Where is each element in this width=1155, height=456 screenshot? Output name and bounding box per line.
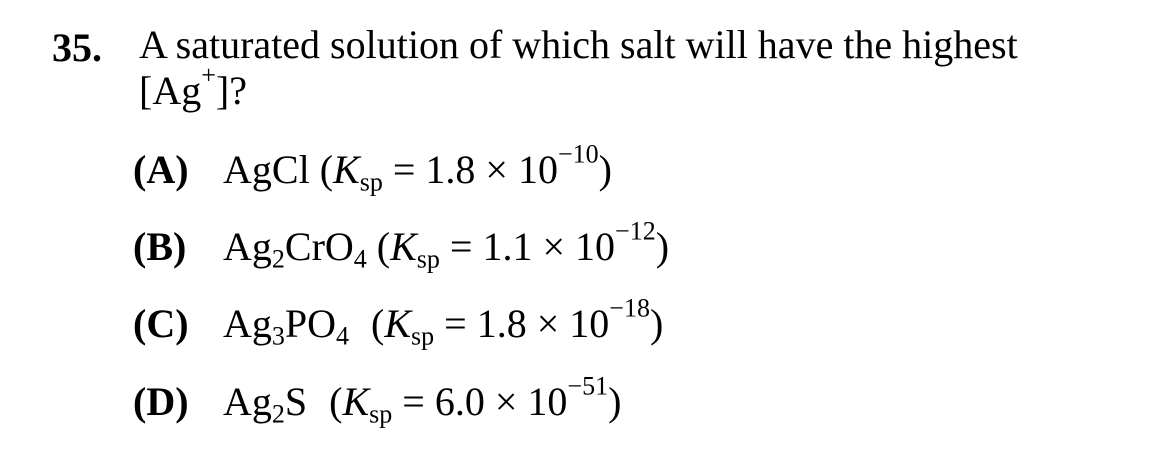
ksp-subscript: sp <box>369 399 393 429</box>
option-d-letter: (D) <box>133 379 189 424</box>
ten-base: 10 <box>569 301 610 346</box>
ksp-subscript: sp <box>416 244 440 274</box>
option-a-ksp-exponent: −10 <box>557 139 599 169</box>
option-a-letter: (A) <box>133 147 189 192</box>
option-d-ksp-exponent: −51 <box>567 371 609 401</box>
option-c-salt-sub-a: 3 <box>271 321 285 351</box>
ten-base: 10 <box>517 147 558 192</box>
option-c-letter: (C) <box>133 301 189 346</box>
silver-ion-close: ]? <box>215 68 247 113</box>
ten-base: 10 <box>575 224 616 269</box>
option-b-salt-part-a: Ag <box>223 224 272 269</box>
ksp-symbol: K <box>384 301 412 346</box>
question-line-1: A saturated solution of which salt will have the highest <box>139 22 1018 67</box>
times-sign: × <box>536 301 560 346</box>
option-c-ksp-coefficient: 1.8 <box>476 301 527 346</box>
option-a-salt: AgCl <box>223 147 310 192</box>
option-d-salt-part-a: Ag <box>223 379 272 424</box>
times-sign: × <box>485 147 508 192</box>
option-d-salt-part-b: S <box>284 379 308 424</box>
option-d-salt <box>223 379 308 429</box>
option-a-ksp-coefficient: 1.8 <box>425 147 476 192</box>
option-a-formula: AgCl $(Ksp = 1.8 \times 10^{-10})$ <box>223 139 612 197</box>
question-line-2 <box>139 60 1129 114</box>
option-b-ksp-coefficient: 1.1 <box>482 224 533 269</box>
ksp-subscript: sp <box>359 167 383 197</box>
option-b-salt-part-b: CrO <box>284 224 354 269</box>
ten-base: 10 <box>527 379 568 424</box>
option-c-salt-part-b: PO <box>284 301 337 346</box>
times-sign: × <box>542 224 566 269</box>
silver-ion-charge: + <box>201 60 216 90</box>
ksp-symbol: K <box>342 379 370 424</box>
option-c-ksp-exponent: −18 <box>609 293 650 323</box>
option-c-salt <box>223 301 350 351</box>
option-b-formula: $Ag_2CrO_4$ $(Ksp = 1.1 \times 10^{-12})$ <box>223 216 670 274</box>
question-text <box>139 22 1129 114</box>
option-b-salt-sub-b: 4 <box>353 244 367 274</box>
option-b-letter: (B) <box>133 224 187 269</box>
silver-ion-open: [Ag <box>139 68 202 113</box>
option-b-ksp-exponent: −12 <box>615 216 656 246</box>
ksp-subscript: sp <box>411 321 435 351</box>
ksp-symbol: K <box>390 224 417 269</box>
option-c-salt-sub-b: 4 <box>336 321 350 351</box>
option-d-salt-sub-a: 2 <box>271 399 285 429</box>
ksp-symbol: K <box>333 147 360 192</box>
option-c-formula: $Ag_3PO_4$ $(Ksp = 1.8 \times 10^{-18})$ <box>223 293 664 351</box>
question-number: 35. <box>52 25 102 70</box>
times-sign: × <box>494 379 518 424</box>
option-d-formula: $Ag_2S$ $(Ksp = 6.0 \times 10^{-51})$ <box>223 371 622 429</box>
option-d-ksp-coefficient: 6.0 <box>434 379 485 424</box>
option-c-salt-part-a: Ag <box>223 301 272 346</box>
option-b-salt-sub-a: 2 <box>271 244 285 274</box>
option-b-salt <box>223 224 367 274</box>
